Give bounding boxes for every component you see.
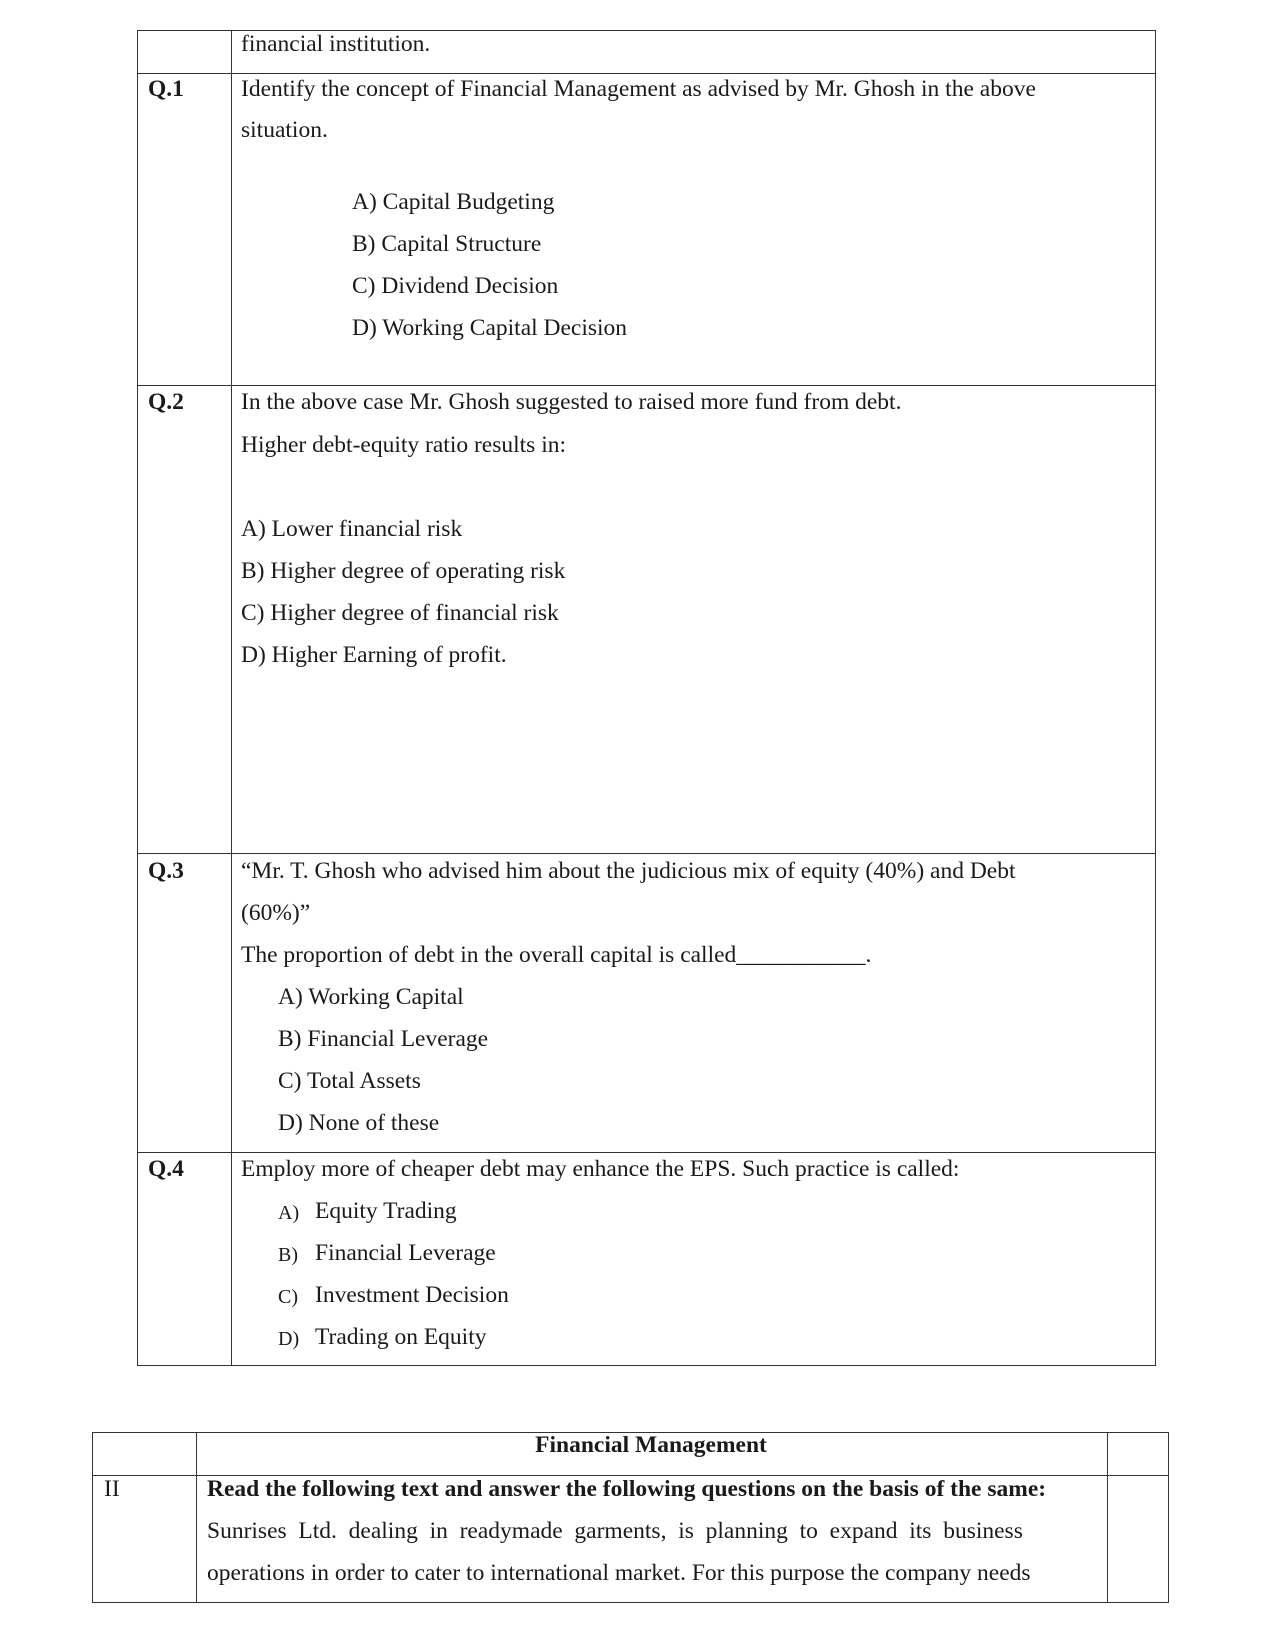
option-a: A) Capital Budgeting: [352, 189, 555, 215]
option-a-letter: A): [278, 1202, 300, 1224]
question-number: Q.4: [148, 1156, 184, 1182]
option-a: A) Lower financial risk: [241, 516, 463, 542]
question-number: Q.3: [148, 858, 184, 884]
passage-line: Sunrises Ltd. dealing in readymade garments, is planning to expand its business: [207, 1518, 1023, 1544]
option-c: C) Total Assets: [278, 1068, 421, 1094]
num-cell: [138, 31, 232, 74]
question-text: (60%)”: [241, 900, 311, 926]
option-b: B) Capital Structure: [352, 231, 542, 257]
question-text: Identify the concept of Financial Management as advised by Mr. Ghosh in the above: [241, 76, 1036, 102]
option-c: Investment Decision: [315, 1282, 509, 1308]
passage-line: operations in order to cater to international market. For this purpose the company needs: [207, 1560, 1031, 1586]
marks-cell: [1108, 1433, 1169, 1476]
num-cell: [138, 386, 232, 854]
marks-cell: [1108, 1476, 1169, 1603]
option-c: C) Dividend Decision: [352, 273, 559, 299]
num-cell: [138, 854, 232, 1153]
question-text: “Mr. T. Ghosh who advised him about the judicious mix of equity (40%) and Debt: [241, 858, 1016, 884]
option-b: B) Financial Leverage: [278, 1026, 489, 1052]
option-d-letter: D): [278, 1328, 300, 1350]
option-c: C) Higher degree of financial risk: [241, 600, 559, 626]
option-d: D) Higher Earning of profit.: [241, 642, 507, 668]
num-cell: [138, 1153, 232, 1366]
option-b-letter: B): [278, 1244, 298, 1266]
num-cell: [138, 74, 232, 386]
question-text: Employ more of cheaper debt may enhance the EPS. Such practice is called:: [241, 1156, 960, 1182]
continuation-text: financial institution.: [241, 31, 431, 57]
question-text: situation.: [241, 117, 328, 143]
option-a: A) Working Capital: [278, 984, 464, 1010]
section-header: Financial Management: [535, 1432, 767, 1458]
option-b: Financial Leverage: [315, 1240, 496, 1266]
option-a: Equity Trading: [315, 1198, 457, 1224]
section-instruction: Read the following text and answer the following questions on the basis of the same:: [207, 1476, 1047, 1502]
section-number: II: [104, 1476, 120, 1502]
num-cell: [93, 1433, 197, 1476]
question-text: Higher debt-equity ratio results in:: [241, 432, 567, 458]
option-d: Trading on Equity: [315, 1324, 487, 1350]
question-number: Q.1: [148, 76, 184, 102]
question-text: In the above case Mr. Ghosh suggested to raised more fund from debt.: [241, 389, 902, 415]
option-c-letter: C): [278, 1286, 298, 1308]
option-d: D) Working Capital Decision: [352, 315, 628, 341]
question-text: The proportion of debt in the overall capital is called___________.: [241, 942, 872, 968]
option-d: D) None of these: [278, 1110, 440, 1136]
question-number: Q.2: [148, 389, 184, 415]
option-b: B) Higher degree of operating risk: [241, 558, 566, 584]
